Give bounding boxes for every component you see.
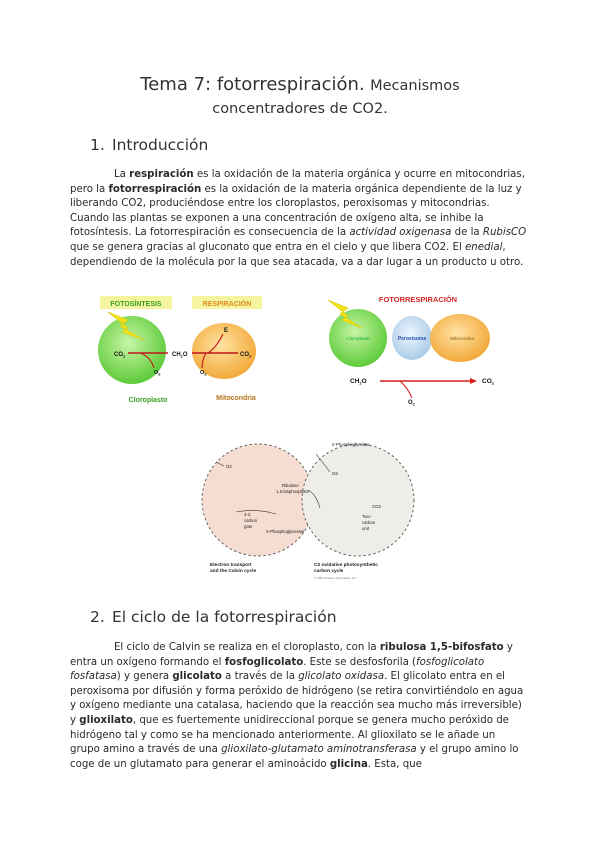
o2-label: $O_2$ [408,400,415,406]
ribulose-2: 1,5-bisphosphate [276,489,309,494]
section-1-heading [90,136,208,154]
c2-cycle-circle [302,444,414,556]
e-label: E [224,328,229,334]
ribulose-1: Ribulose [282,483,299,488]
mitocondria-label: Mitocondria [216,395,256,402]
co2-right: $CO_2$ [240,352,252,359]
figure-credit: © 2004 Sinauer Associates, Inc. [314,576,357,580]
ch2o-label: $CH_2O$ [350,378,367,386]
section-2-title: El ciclo de la fotorrespiración [112,608,337,626]
three-carbon-left-1: 3-C [244,512,251,517]
mitocondria-label: Mitocondria [450,336,474,341]
o2-right: $O_2$ [200,370,207,377]
section-1-paragraph: La respiración es la oxidación de la materia orgánica y ocurre en mitocondrias, pero la fotorrespiración es la oxidación de la materia orgánica dependiente de la luz y liberando CO2, produciéndose entre los cloroplastos, peroxisomas y mitocondrias. Cuando las plantas se exponen a una concentración de oxígeno alta, se inhibe la fotosíntesis. La fotorrespiración es consecuencia de la actividad oxigenasa de la RubisCO que se genera gracias al gluconato que entra en el cielo y que libera CO2. El enedial, dependiendo de la molécula por la que sea atacada, va a dar lugar a un producto u otro. [70,169,527,268]
title-main: Tema 7: fotorrespiración. [140,74,365,95]
top-label: 2-Phosphoglycolate [332,442,370,447]
figure-photorespiration [322,290,514,406]
co2-right: CO2 [372,504,381,509]
caption-left-1: Electron transport [210,563,252,568]
title-sub-2: concentradores de CO2. [212,101,388,117]
section-2-paragraph: El ciclo de Calvin se realiza en el cloroplasto, con la ribulosa 1,5-bifosfato y entra un oxígeno formando el fosfoglicolato. Este se desfosforila (fosfoglicolato fosfatasa) y genera glicolato a través de la glicolato oxidasa. El glicolato entra en el peroxisoma por difusión y forma peróxido de hidrógeno (se retira convirtiéndolo en agua y oxígeno mediante una catalasa, haciendo que la reacción sea mucho más irreversible) y glioxilato, que es fuertemente unidireccional porque se genera mucho peróxido de hidrógeno tal y como se ha mencionado anteriormente. Al glioxilato se le añade un grupo amino a través de una glioxilato-glutamato aminotransferasa y el grupo amino lo coge de un glutamato para generar el aminoácido glicina. Esta, que [70,642,524,770]
section-2-number: 2. [90,608,105,626]
caption-right-2: carbon cycle [314,569,344,574]
ch2o-label: $CH_2O$ [172,352,188,359]
caption-left-2: and the Calvin cycle [210,569,257,574]
cloroplasto-label: Cloroplasto [128,397,168,404]
o2-left: O2 [226,464,232,469]
co2-label: $CO_2$ [482,378,494,386]
three-carbon-left-3: gate [244,524,253,529]
three-carbon-right-2: carbon [362,520,376,525]
caption-right-1: C2 oxidative photosynthetic [314,563,378,568]
figure-calvin-c2-cycle [196,432,422,588]
title-sub-1: Mecanismos [370,78,460,94]
o2-mid: O2 [332,471,338,476]
three-carbon-right-3: unit [362,526,369,531]
o2-left: $O_2$ [154,370,161,377]
section-1-number: 1. [90,136,105,154]
cloroplasto-label: Cloroplasto [346,336,370,341]
page-title [70,74,530,120]
three-carbon-left-2: carbon [244,518,258,523]
figure-photosynthesis-respiration [88,290,288,412]
fotorrespiracion-heading: FOTORRESPIRACIÓN [378,295,458,304]
fotosintesis-label: FOTOSÍNTESIS [110,301,162,308]
peroxisoma-label: Peroxisoma [397,336,427,342]
co2-left: $CO_2$ [114,352,126,359]
respiracion-label: RESPIRACIÓN [202,301,252,308]
three-carbon-right-1: Two- [362,514,372,519]
phospho-label: 3-Phosphoglycerate [266,529,305,534]
section-1-title: Introducción [112,136,209,154]
calvin-cycle-circle [202,444,314,556]
section-2-heading [90,608,337,626]
